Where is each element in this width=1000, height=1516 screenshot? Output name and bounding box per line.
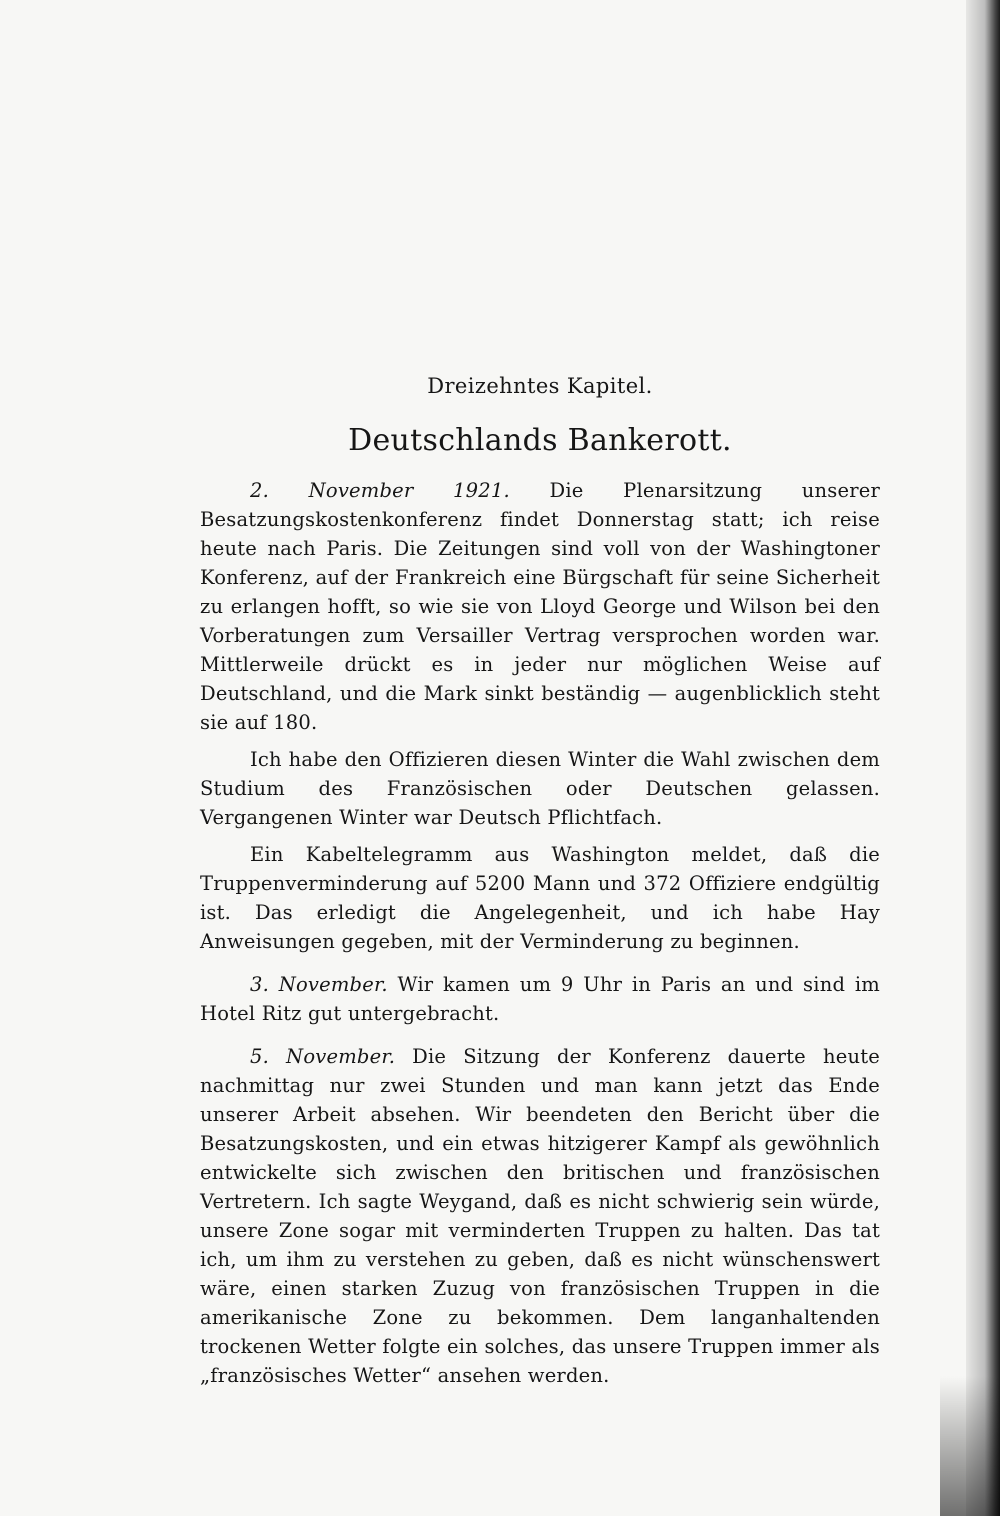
diary-paragraph (200, 745, 880, 832)
entry-text: Ich habe den Offizieren diesen Winter die Wahl zwischen dem Studium des Französischen oder Deutschen gelassen. Vergangenen Winter war Deutsch Pflichtfach. (200, 748, 880, 829)
diary-entry-nov-5 (200, 1042, 880, 1390)
page-edge-shadow (966, 0, 1000, 1516)
entry-text: Wir kamen um 9 Uhr in Paris an und sind im Hotel Ritz gut untergebracht. (200, 973, 880, 1025)
diary-paragraph (200, 840, 880, 956)
chapter-label: Dreizehntes Kapitel. (427, 374, 653, 398)
entry-text: Die Sitzung der Konferenz dauerte heute nachmittag nur zwei Stunden und man kann jetzt das Ende unserer Arbeit absehen. Wir beendeten den Bericht über die Besatzungskosten, und ein etwas hitzigerer Kampf als gewöhnlich entwickelte sich zwischen den britischen und französischen Vertretern. Ich sagte Weygand, daß es nicht schwierig sein würde, unsere Zone sogar mit verminderten Truppen zu halten. Das tat ich, um ihm zu verstehen zu geben, daß es nicht wünschenswert wäre, einen starken Zuzug von französischen Truppen in die amerikanische Zone zu bekommen. Dem langanhaltenden trockenen Wetter folgte ein solches, das unsere Truppen immer als „französisches Wetter“ ansehen werden. (200, 1045, 880, 1387)
entry-text: Ein Kabeltelegramm aus Washington meldet, daß die Truppenverminderung auf 5200 Mann und 372 Offiziere endgültig ist. Das erledigt die Angelegenheit, und ich habe Hay Anweisungen gegeben, mit der Verminderung zu beginnen. (200, 843, 880, 953)
entry-date: 3. November. (250, 973, 388, 996)
entry-text: Die Plenarsitzung unserer Besatzungskostenkonferenz findet Donnerstag statt; ich reise heute nach Paris. Die Zeitungen sind voll von der Washingtoner Konferenz, auf der Frankreich eine Bürgschaft für seine Sicherheit zu erlangen hofft, so wie sie von Lloyd George und Wilson bei den Vorberatungen zum Versailler Vertrag versprochen worden war. Mittlerweile drückt es in jeder nur möglichen Weise auf Deutschland, und die Mark sinkt beständig — augenblicklich steht sie auf 180. (200, 479, 881, 734)
entry-date: 2. November 1921. (250, 479, 510, 502)
page-text-block (200, 372, 880, 1398)
entry-date: 5. November. (250, 1045, 396, 1068)
chapter-title: Deutschlands Bankerott. (348, 423, 732, 458)
page-corner-shadow (940, 1376, 1000, 1516)
diary-entry-nov-2 (200, 476, 880, 737)
diary-entry-nov-3 (200, 970, 880, 1028)
